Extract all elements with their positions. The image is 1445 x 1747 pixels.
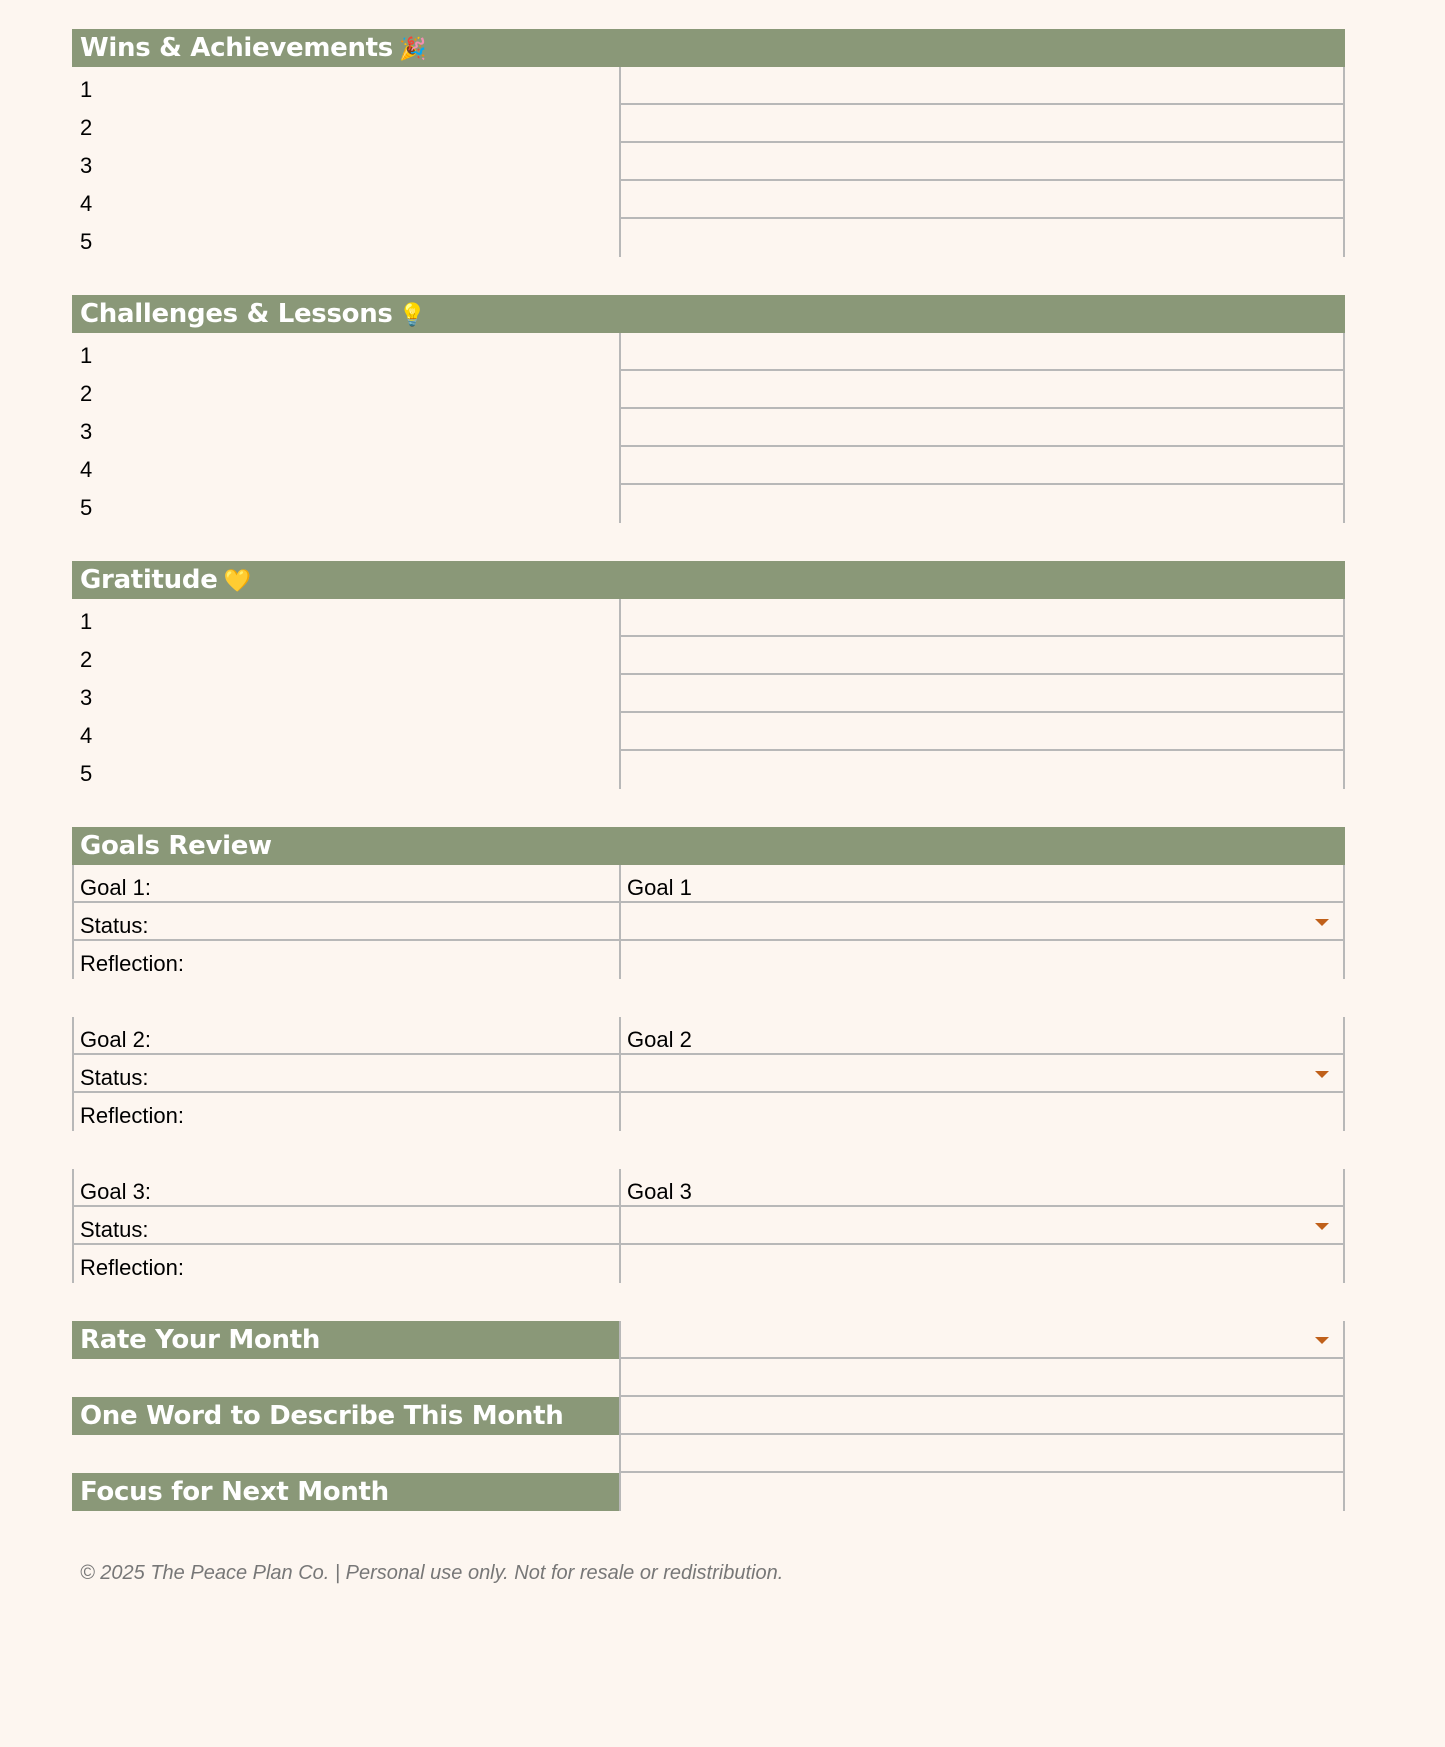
reflection-cell[interactable] [619, 1093, 1345, 1131]
goal-row [72, 1017, 1345, 1055]
row-number: 5 [80, 495, 93, 520]
reflection-cell[interactable] [619, 941, 1345, 979]
goal-label: Goal 3: [72, 1169, 619, 1207]
gratitude-row [72, 713, 1345, 751]
wins-entry-cell[interactable] [619, 181, 1345, 219]
reflection-row [72, 941, 1345, 979]
dropdown-arrow-icon[interactable] [1315, 919, 1329, 926]
row-number: 2 [80, 115, 93, 140]
row-number: 3 [80, 419, 93, 444]
goals-review-section [72, 827, 1345, 1283]
status-dropdown[interactable] [619, 903, 1345, 941]
row-number: 3 [80, 153, 93, 178]
reflection-cell[interactable] [619, 1245, 1345, 1283]
wins-header [72, 29, 1345, 67]
wins-row [72, 67, 1345, 105]
row-number: 1 [80, 77, 93, 102]
status-row [72, 1207, 1345, 1245]
row-number: 4 [80, 457, 93, 482]
row-number: 3 [80, 685, 93, 710]
goal-block-1 [72, 865, 1345, 979]
spacer-cell[interactable] [619, 1359, 1345, 1397]
gratitude-entry-cell[interactable] [619, 599, 1345, 637]
challenges-entry-cell[interactable] [619, 485, 1345, 523]
goal-row [72, 865, 1345, 903]
row-number: 4 [80, 191, 93, 216]
goal-block-2 [72, 1017, 1345, 1131]
challenges-row [72, 371, 1345, 409]
gratitude-entry-cell[interactable] [619, 751, 1345, 789]
summary-block [72, 1321, 1345, 1511]
challenges-header [72, 295, 1345, 333]
gratitude-entry-cell[interactable] [619, 637, 1345, 675]
row-number: 2 [80, 381, 93, 406]
row-number: 1 [80, 343, 93, 368]
status-label: Status: [72, 1055, 619, 1093]
challenges-row [72, 485, 1345, 523]
dropdown-arrow-icon[interactable] [1315, 1223, 1329, 1230]
goal-value-cell[interactable]: Goal 3 [619, 1169, 1345, 1207]
gratitude-row [72, 751, 1345, 789]
goal-value-cell[interactable]: Goal 2 [619, 1017, 1345, 1055]
row-number: 5 [80, 761, 93, 786]
wins-row [72, 105, 1345, 143]
wins-title: Wins & Achievements [80, 33, 393, 63]
wins-row [72, 219, 1345, 257]
gratitude-entry-cell[interactable] [619, 675, 1345, 713]
reflection-label: Reflection: [72, 941, 619, 979]
gratitude-row [72, 675, 1345, 713]
goal-block-3 [72, 1169, 1345, 1283]
focus-next-header: Focus for Next Month [72, 1473, 619, 1511]
copyright-footer: © 2025 The Peace Plan Co. | Personal use only. Not for resale or redistribution. [80, 1562, 784, 1584]
goal-value-cell[interactable]: Goal 1 [619, 865, 1345, 903]
challenges-row [72, 409, 1345, 447]
wins-entry-cell[interactable] [619, 105, 1345, 143]
status-label: Status: [72, 903, 619, 941]
reflection-row [72, 1245, 1345, 1283]
wins-section [72, 29, 1345, 257]
goal-label: Goal 1: [72, 865, 619, 903]
challenges-entry-cell[interactable] [619, 371, 1345, 409]
reflection-label: Reflection: [72, 1093, 619, 1131]
gratitude-entry-cell[interactable] [619, 713, 1345, 751]
one-word-cell[interactable] [619, 1397, 1345, 1435]
dropdown-arrow-icon[interactable] [1315, 1071, 1329, 1078]
status-row [72, 1055, 1345, 1093]
challenges-entry-cell[interactable] [619, 409, 1345, 447]
dropdown-arrow-icon[interactable] [1315, 1337, 1329, 1344]
rate-month-header: Rate Your Month [72, 1321, 619, 1359]
challenges-row [72, 447, 1345, 485]
row-number: 2 [80, 647, 93, 672]
challenges-entry-cell[interactable] [619, 333, 1345, 371]
gratitude-title: Gratitude [80, 565, 218, 595]
challenges-title: Challenges & Lessons [80, 299, 393, 329]
yellow-heart-icon: 💛 [223, 569, 251, 594]
party-popper-icon: 🎉 [398, 37, 427, 62]
gratitude-section [72, 561, 1345, 789]
row-number: 1 [80, 609, 93, 634]
status-dropdown[interactable] [619, 1055, 1345, 1093]
status-label: Status: [72, 1207, 619, 1245]
row-number: 5 [80, 229, 93, 254]
wins-entry-cell[interactable] [619, 67, 1345, 105]
rate-month-dropdown[interactable] [619, 1321, 1345, 1359]
row-number: 4 [80, 723, 93, 748]
one-word-header: One Word to Describe This Month [72, 1397, 619, 1435]
goal-row [72, 1169, 1345, 1207]
goal-label: Goal 2: [72, 1017, 619, 1055]
monthly-review-sheet [72, 29, 1345, 1511]
gratitude-row [72, 637, 1345, 675]
wins-row [72, 181, 1345, 219]
goals-review-header: Goals Review [72, 827, 1345, 865]
challenges-row [72, 333, 1345, 371]
reflection-row [72, 1093, 1345, 1131]
reflection-label: Reflection: [72, 1245, 619, 1283]
light-bulb-icon: 💡 [398, 303, 426, 328]
wins-entry-cell[interactable] [619, 143, 1345, 181]
status-row [72, 903, 1345, 941]
challenges-section [72, 295, 1345, 523]
wins-row [72, 143, 1345, 181]
gratitude-row [72, 599, 1345, 637]
spacer-cell[interactable] [619, 1435, 1345, 1473]
challenges-entry-cell[interactable] [619, 447, 1345, 485]
focus-next-cell[interactable] [619, 1473, 1345, 1511]
status-dropdown[interactable] [619, 1207, 1345, 1245]
gratitude-header [72, 561, 1345, 599]
wins-entry-cell[interactable] [619, 219, 1345, 257]
